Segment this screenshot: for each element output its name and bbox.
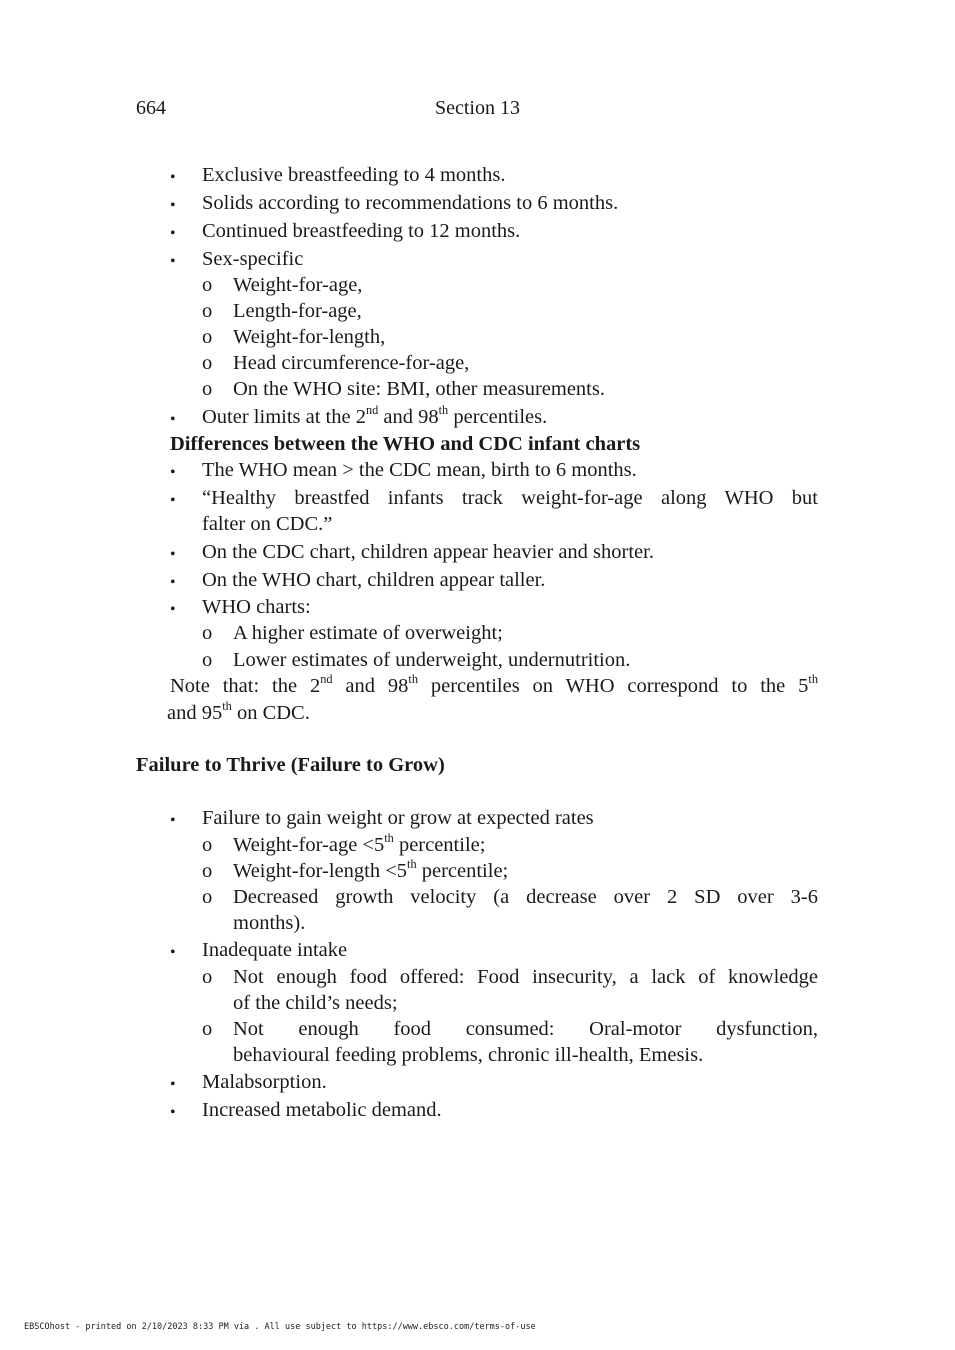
- bullet-glyph: •: [170, 253, 176, 270]
- superscript: th: [384, 830, 394, 845]
- superscript: th: [408, 671, 418, 686]
- list-item: Sex-specific: [202, 248, 304, 270]
- list-item: On the CDC chart, children appear heavier and shorter.: [202, 541, 654, 563]
- text-run: on CDC.: [231, 702, 310, 724]
- superscript: nd: [365, 402, 379, 417]
- bullet-glyph: •: [170, 812, 176, 829]
- bullet-glyph: •: [170, 411, 176, 428]
- sub-list-item: Not enough food consumed: Oral-motor dysfunction,: [233, 1018, 818, 1040]
- sub-bullet-glyph: o: [202, 860, 213, 882]
- list-item-continued: falter on CDC.”: [202, 513, 333, 535]
- sub-bullet-glyph: o: [202, 1018, 213, 1040]
- sub-bullet-glyph: o: [202, 649, 213, 671]
- list-item: Malabsorption.: [202, 1071, 327, 1093]
- bullet-glyph: •: [170, 225, 176, 242]
- list-item: WHO charts:: [202, 596, 311, 618]
- sub-list-item: Decreased growth velocity (a decrease over 2 SD over 3-6: [233, 886, 818, 908]
- print-footer: EBSCOhost - printed on 2/10/2023 8:33 PM via . All use subject to https://www.ebsco.com/terms-of-use: [24, 1322, 536, 1332]
- bullet-glyph: •: [170, 574, 176, 591]
- list-item: Exclusive breastfeeding to 4 months.: [202, 164, 506, 186]
- bullet-glyph: •: [170, 464, 176, 481]
- superscript: th: [438, 402, 449, 417]
- sub-bullet-glyph: o: [202, 326, 213, 348]
- sub-list-item: Length-for-age,: [233, 300, 362, 322]
- text-run: Note that: the 2: [170, 675, 321, 697]
- sub-bullet-glyph: o: [202, 886, 213, 908]
- list-item: On the WHO chart, children appear taller.: [202, 569, 546, 591]
- superscript: nd: [320, 671, 333, 686]
- sub-bullet-glyph: o: [202, 834, 213, 856]
- sub-list-item-continued: of the child’s needs;: [233, 992, 398, 1014]
- sub-list-item: On the WHO site: BMI, other measurements.: [233, 378, 605, 400]
- sub-list-item: A higher estimate of overweight;: [233, 622, 503, 644]
- sub-list-item: Head circumference-for-age,: [233, 352, 470, 374]
- sub-list-item: [233, 832, 485, 859]
- list-item: Inadequate intake: [202, 939, 348, 961]
- text-run: Outer limits at the 2: [202, 406, 366, 428]
- text-run: and 98: [378, 406, 439, 428]
- sub-list-item-continued: behavioural feeding problems, chronic ill-health, Emesis.: [233, 1044, 704, 1066]
- list-item: Solids according to recommendations to 6 months.: [202, 192, 619, 214]
- sub-bullet-glyph: o: [202, 378, 213, 400]
- sub-bullet-glyph: o: [202, 274, 213, 296]
- superscript: th: [808, 671, 818, 686]
- text-run: Weight-for-age <5: [233, 834, 385, 856]
- list-item: Increased metabolic demand.: [202, 1099, 442, 1121]
- note-line-continued: [167, 700, 310, 727]
- differences-heading: Differences between the WHO and CDC infant charts: [170, 433, 641, 455]
- superscript: th: [407, 856, 417, 871]
- bullet-glyph: •: [170, 197, 176, 214]
- list-item: Continued breastfeeding to 12 months.: [202, 220, 521, 242]
- running-head: Section 13: [435, 97, 520, 119]
- bullet-glyph: •: [170, 546, 176, 563]
- text-run: and 98: [332, 675, 409, 697]
- list-item: The WHO mean > the CDC mean, birth to 6 months.: [202, 459, 637, 481]
- sub-list-item: Not enough food offered: Food insecurity, a lack of knowledge: [233, 966, 818, 988]
- sub-list-item: [233, 858, 508, 885]
- sub-list-item: Weight-for-length,: [233, 326, 386, 348]
- note-line: [170, 673, 818, 700]
- text-run: percentile;: [393, 834, 486, 856]
- text-run: percentiles.: [448, 406, 548, 428]
- sub-bullet-glyph: o: [202, 966, 213, 988]
- sub-list-item: Lower estimates of underweight, undernutrition.: [233, 649, 631, 671]
- sub-bullet-glyph: o: [202, 300, 213, 322]
- text-run: percentiles on WHO correspond to the 5: [418, 675, 809, 697]
- text-run: percentile;: [416, 860, 509, 882]
- ftt-heading: Failure to Thrive (Failure to Grow): [136, 754, 445, 776]
- page-number: 664: [136, 97, 166, 119]
- bullet-glyph: •: [170, 1104, 176, 1121]
- bullet-glyph: •: [170, 1076, 176, 1093]
- text-run: and 95: [167, 702, 223, 724]
- superscript: th: [222, 698, 232, 713]
- text-run: Weight-for-length <5: [233, 860, 408, 882]
- sub-bullet-glyph: o: [202, 352, 213, 374]
- bullet-glyph: •: [170, 601, 176, 618]
- bullet-glyph: •: [170, 944, 176, 961]
- bullet-glyph: •: [170, 169, 176, 186]
- list-item: [202, 404, 547, 431]
- sub-bullet-glyph: o: [202, 622, 213, 644]
- bullet-glyph: •: [170, 492, 176, 509]
- sub-list-item-continued: months).: [233, 912, 306, 934]
- sub-list-item: Weight-for-age,: [233, 274, 363, 296]
- list-item: Failure to gain weight or grow at expected rates: [202, 807, 594, 829]
- list-item: “Healthy breastfed infants track weight-for-age along WHO but: [202, 487, 818, 509]
